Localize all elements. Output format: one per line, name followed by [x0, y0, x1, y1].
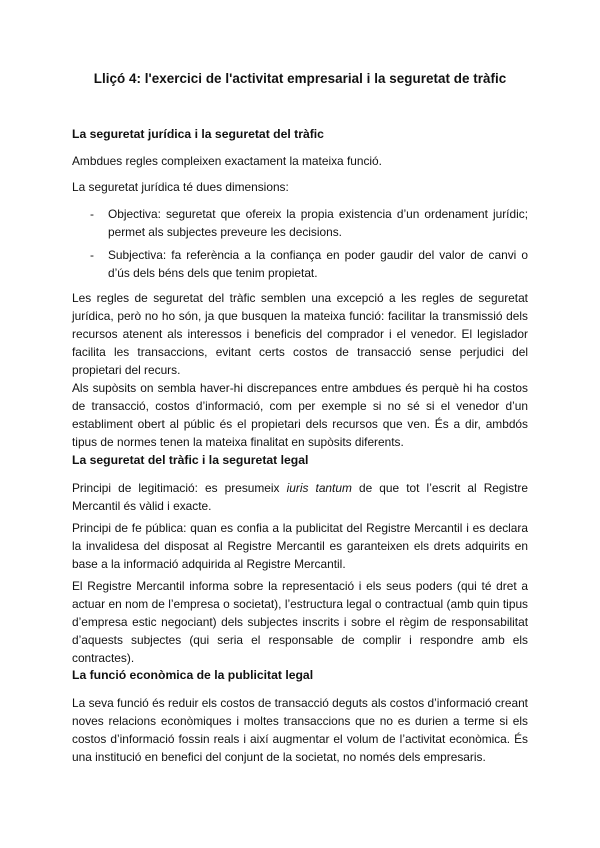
section-heading-economic-function: La funció econòmica de la publicitat legal — [72, 668, 314, 682]
paragraph: Les regles de seguretat del tràfic semblen una excepció a les regles de seguretat jurídica, però no ho són, ja que busquen la mateixa funció: facilitar la transmissió dels recursos atenent als interessos i beneficis del comprador i el venedor. El legislador facilita les transaccions, evitant certs costos de transacció sense perjudici del propietari del recurs. — [72, 291, 528, 377]
page-title: Lliçó 4: l'exercici de l'activitat empresarial i la seguretat de tràfic — [93, 71, 507, 86]
bullet-dash: - — [90, 207, 94, 221]
list-item-text: Objectiva: seguretat que ofereix la propia existencia d’un ordenament jurídic; permet als subjectes preveure les decisions. — [108, 207, 528, 239]
bullet-dash: - — [90, 248, 94, 262]
paragraph: La seva funció és reduir els costos de transacció deguts als costos d’informació creant noves relacions econòmiques i moltes transaccions que no es durien a terme si els costos d’informació fossin reals i així augmentar el volum de l’activitat econòmica. És una institució en benefici del conjunt de la societat, no només dels empresaris. — [72, 696, 528, 764]
section-heading-legal-security: La seguretat jurídica i la seguretat del tràfic — [72, 127, 324, 141]
paragraph-text: de que tot l’escrit al Registre Mercantil és vàlid i exacte. — [72, 481, 528, 513]
latin-term: iuris tantum — [286, 481, 352, 495]
paragraph: Principi de fe pública: quan es confia a la publicitat del Registre Mercantil i es declara la invalidesa del disposat al Registre Mercantil es garanteixen els drets adquirits en base a la informació adquirida al Registre Mercantil. — [72, 521, 528, 571]
paragraph: Als supòsits on sembla haver-hi discrepances entre ambdues és perquè hi ha costos de transacció, costos d’informació, com per exemple si no sé si el venedor d’un establiment obert al públic és el propietari dels recursos que ven. És a dir, ambdós tipus de normes tenen la mateixa finalitat en supòsits diferents. — [72, 381, 528, 449]
list-item — [90, 205, 528, 241]
list-item — [90, 246, 528, 282]
paragraph-text: Principi de legitimació: es presumeix — [72, 481, 287, 495]
paragraph: Ambdues regles compleixen exactament la mateixa funció. — [72, 154, 382, 168]
paragraph — [72, 479, 528, 515]
paragraph: El Registre Mercantil informa sobre la representació i els seus poders (qui té dret a actuar en nom de l’empresa o societat), l’estructura legal o contractual (amb quin tipus d’empresa estic negociant) dels subjectes inscrits i sobre el règim de responsabilitat d’aquests subjectes (qui seria el responsable de complir i respondre amb els contractes). — [72, 579, 528, 665]
list-item-text: Subjectiva: fa referència a la confiança en poder gaudir del valor de canvi o d’ús dels béns dels que tenim propietat. — [108, 248, 528, 280]
section-heading-traffic-security: La seguretat del tràfic i la seguretat legal — [72, 453, 309, 467]
paragraph: La seguretat jurídica té dues dimensions: — [72, 180, 289, 194]
